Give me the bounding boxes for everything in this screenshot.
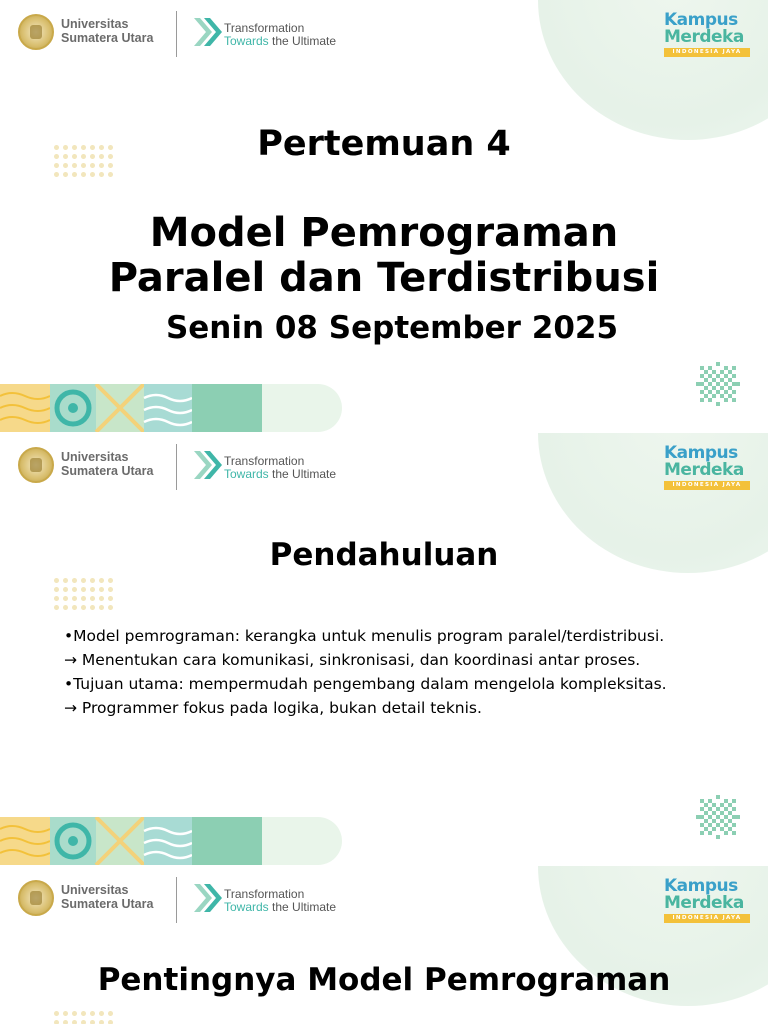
pixel-diamond-icon <box>696 795 740 839</box>
header-divider <box>176 11 177 57</box>
university-name: Universitas Sumatera Utara <box>61 17 154 45</box>
slide-subtitle: Model Pemrograman Paralel dan Terdistribusi <box>108 210 660 301</box>
tagline: Transformation Towards the Ultimate <box>224 887 337 914</box>
dot-pattern <box>52 576 116 610</box>
university-seal-icon <box>18 447 54 483</box>
university-name: Universitas Sumatera Utara <box>61 450 154 478</box>
list-item: •Model pemrograman: kerangka untuk menulis program paralel/terdistribusi. <box>64 627 665 645</box>
kampus-merdeka-logo: Kampus Merdeka INDONESIA JAYA <box>664 878 754 923</box>
kampus-merdeka-logo: Kampus Merdeka INDONESIA JAYA <box>664 445 754 490</box>
list-item: → Menentukan cara komunikasi, sinkronisasi, dan koordinasi antar proses. <box>64 651 641 669</box>
decorative-band <box>0 817 345 865</box>
transformation-logo-icon <box>192 880 224 916</box>
transformation-logo-icon <box>192 14 224 50</box>
slide-title: Pertemuan 4 <box>257 124 511 164</box>
slide-3 <box>0 866 768 1024</box>
tagline: Transformation Towards the Ultimate <box>224 21 337 48</box>
slide-title: Pentingnya Model Pemrograman <box>97 962 671 998</box>
slide-2 <box>0 433 768 866</box>
tagline: Transformation Towards the Ultimate <box>224 454 337 481</box>
list-item: •Tujuan utama: mempermudah pengembang dalam mengelola kompleksitas. <box>64 675 667 693</box>
header-divider <box>176 444 177 490</box>
university-seal-icon <box>18 880 54 916</box>
decorative-band <box>0 384 345 432</box>
list-item: → Programmer fokus pada logika, bukan detail teknis. <box>64 699 482 717</box>
dot-pattern <box>52 1009 116 1024</box>
bullet-list <box>64 624 724 720</box>
pixel-diamond-icon <box>696 362 740 406</box>
header-divider <box>176 877 177 923</box>
transformation-logo-icon <box>192 447 224 483</box>
university-seal-icon <box>18 14 54 50</box>
university-name: Universitas Sumatera Utara <box>61 883 154 911</box>
slide-title: Pendahuluan <box>269 537 499 573</box>
slide-date: Senin 08 September 2025 <box>165 310 619 346</box>
kampus-merdeka-logo: Kampus Merdeka INDONESIA JAYA <box>664 12 754 57</box>
slide-1 <box>0 0 768 433</box>
